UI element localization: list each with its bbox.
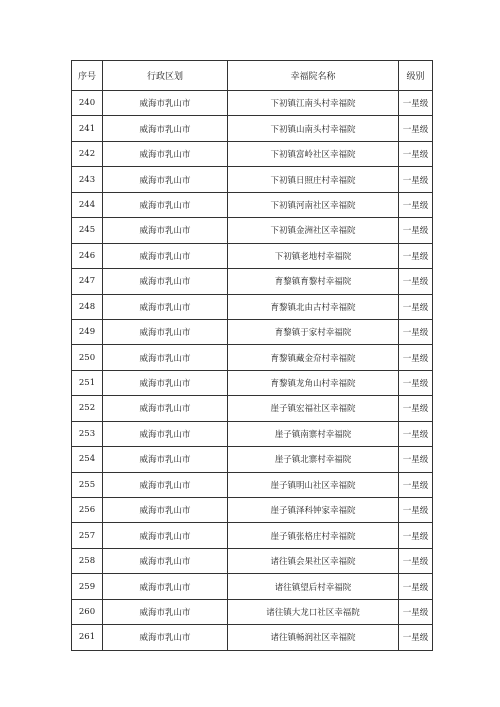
table-row xyxy=(72,116,433,141)
table-row xyxy=(72,91,433,116)
cell-seq: 244 xyxy=(72,192,103,217)
cell-seq: 251 xyxy=(72,370,103,395)
welfare-home-table xyxy=(71,60,433,651)
cell-region: 威海市乳山市 xyxy=(103,447,228,472)
cell-name: 崖子镇张格庄村幸福院 xyxy=(228,523,399,548)
table-row xyxy=(72,243,433,268)
cell-seq: 253 xyxy=(72,421,103,446)
cell-region: 威海市乳山市 xyxy=(103,116,228,141)
cell-name: 下初镇江南头村幸福院 xyxy=(228,91,399,116)
cell-level: 一星级 xyxy=(399,574,433,599)
cell-name: 崖子镇泽科钟家幸福院 xyxy=(228,498,399,523)
cell-name: 下初镇河南社区幸福院 xyxy=(228,192,399,217)
cell-level: 一星级 xyxy=(399,319,433,344)
cell-name: 诸往镇畅润社区幸福院 xyxy=(228,625,399,650)
cell-seq: 248 xyxy=(72,294,103,319)
cell-seq: 247 xyxy=(72,269,103,294)
cell-region: 威海市乳山市 xyxy=(103,523,228,548)
table-row xyxy=(72,345,433,370)
cell-region: 威海市乳山市 xyxy=(103,269,228,294)
cell-name: 育黎镇北由古村幸福院 xyxy=(228,294,399,319)
table-row xyxy=(72,319,433,344)
cell-region: 威海市乳山市 xyxy=(103,319,228,344)
cell-level: 一星级 xyxy=(399,421,433,446)
cell-level: 一星级 xyxy=(399,294,433,319)
table-row xyxy=(72,167,433,192)
cell-name: 下初镇山南头村幸福院 xyxy=(228,116,399,141)
table-row xyxy=(72,447,433,472)
cell-level: 一星级 xyxy=(399,599,433,624)
header-level: 级别 xyxy=(399,61,433,91)
cell-name: 育黎镇育黎村幸福院 xyxy=(228,269,399,294)
cell-region: 威海市乳山市 xyxy=(103,91,228,116)
cell-name: 下初镇老地村幸福院 xyxy=(228,243,399,268)
cell-region: 威海市乳山市 xyxy=(103,625,228,650)
cell-name: 诸往镇会果社区幸福院 xyxy=(228,548,399,573)
cell-name: 崖子镇明山社区幸福院 xyxy=(228,472,399,497)
cell-region: 威海市乳山市 xyxy=(103,396,228,421)
cell-level: 一星级 xyxy=(399,447,433,472)
cell-region: 威海市乳山市 xyxy=(103,574,228,599)
table-row xyxy=(72,472,433,497)
table-row xyxy=(72,218,433,243)
table-row xyxy=(72,269,433,294)
cell-seq: 243 xyxy=(72,167,103,192)
cell-region: 威海市乳山市 xyxy=(103,599,228,624)
cell-seq: 260 xyxy=(72,599,103,624)
table-row xyxy=(72,523,433,548)
header-region: 行政区划 xyxy=(103,61,228,91)
cell-region: 威海市乳山市 xyxy=(103,141,228,166)
table-row xyxy=(72,370,433,395)
cell-region: 威海市乳山市 xyxy=(103,243,228,268)
cell-seq: 240 xyxy=(72,91,103,116)
cell-name: 诸往镇大龙口社区幸福院 xyxy=(228,599,399,624)
cell-level: 一星级 xyxy=(399,625,433,650)
cell-seq: 252 xyxy=(72,396,103,421)
table-row xyxy=(72,574,433,599)
cell-region: 威海市乳山市 xyxy=(103,370,228,395)
cell-region: 威海市乳山市 xyxy=(103,167,228,192)
cell-region: 威海市乳山市 xyxy=(103,472,228,497)
cell-seq: 254 xyxy=(72,447,103,472)
cell-level: 一星级 xyxy=(399,548,433,573)
cell-name: 崖子镇北寨村幸福院 xyxy=(228,447,399,472)
cell-name: 育黎镇龙角山村幸福院 xyxy=(228,370,399,395)
cell-name: 下初镇日照庄村幸福院 xyxy=(228,167,399,192)
table-row xyxy=(72,421,433,446)
cell-level: 一星级 xyxy=(399,523,433,548)
table-row xyxy=(72,625,433,650)
cell-seq: 261 xyxy=(72,625,103,650)
cell-region: 威海市乳山市 xyxy=(103,421,228,446)
cell-level: 一星级 xyxy=(399,396,433,421)
cell-region: 威海市乳山市 xyxy=(103,192,228,217)
cell-name: 育黎镇藏金夼村幸福院 xyxy=(228,345,399,370)
table-row xyxy=(72,141,433,166)
cell-seq: 249 xyxy=(72,319,103,344)
cell-seq: 256 xyxy=(72,498,103,523)
cell-region: 威海市乳山市 xyxy=(103,345,228,370)
cell-seq: 242 xyxy=(72,141,103,166)
cell-region: 威海市乳山市 xyxy=(103,548,228,573)
cell-seq: 245 xyxy=(72,218,103,243)
table-row xyxy=(72,294,433,319)
table-row xyxy=(72,548,433,573)
cell-level: 一星级 xyxy=(399,498,433,523)
cell-level: 一星级 xyxy=(399,167,433,192)
table-row xyxy=(72,396,433,421)
cell-level: 一星级 xyxy=(399,91,433,116)
cell-level: 一星级 xyxy=(399,141,433,166)
cell-seq: 246 xyxy=(72,243,103,268)
cell-level: 一星级 xyxy=(399,370,433,395)
cell-name: 下初镇金洲社区幸福院 xyxy=(228,218,399,243)
cell-region: 威海市乳山市 xyxy=(103,498,228,523)
table-row xyxy=(72,192,433,217)
table-header xyxy=(72,61,433,91)
table-body xyxy=(72,91,433,651)
cell-region: 威海市乳山市 xyxy=(103,218,228,243)
header-name: 幸福院名称 xyxy=(228,61,399,91)
cell-seq: 255 xyxy=(72,472,103,497)
cell-level: 一星级 xyxy=(399,269,433,294)
cell-name: 育黎镇于家村幸福院 xyxy=(228,319,399,344)
cell-seq: 241 xyxy=(72,116,103,141)
table-row xyxy=(72,599,433,624)
header-row xyxy=(72,61,433,91)
cell-name: 崖子镇宏福社区幸福院 xyxy=(228,396,399,421)
cell-level: 一星级 xyxy=(399,116,433,141)
cell-name: 下初镇富岭社区幸福院 xyxy=(228,141,399,166)
cell-seq: 259 xyxy=(72,574,103,599)
cell-name: 崖子镇南寨村幸福院 xyxy=(228,421,399,446)
table-row xyxy=(72,498,433,523)
cell-level: 一星级 xyxy=(399,192,433,217)
cell-level: 一星级 xyxy=(399,472,433,497)
cell-seq: 257 xyxy=(72,523,103,548)
header-seq: 序号 xyxy=(72,61,103,91)
cell-seq: 258 xyxy=(72,548,103,573)
cell-name: 诸往镇望后村幸福院 xyxy=(228,574,399,599)
cell-seq: 250 xyxy=(72,345,103,370)
cell-level: 一星级 xyxy=(399,345,433,370)
cell-region: 威海市乳山市 xyxy=(103,294,228,319)
cell-level: 一星级 xyxy=(399,218,433,243)
cell-level: 一星级 xyxy=(399,243,433,268)
